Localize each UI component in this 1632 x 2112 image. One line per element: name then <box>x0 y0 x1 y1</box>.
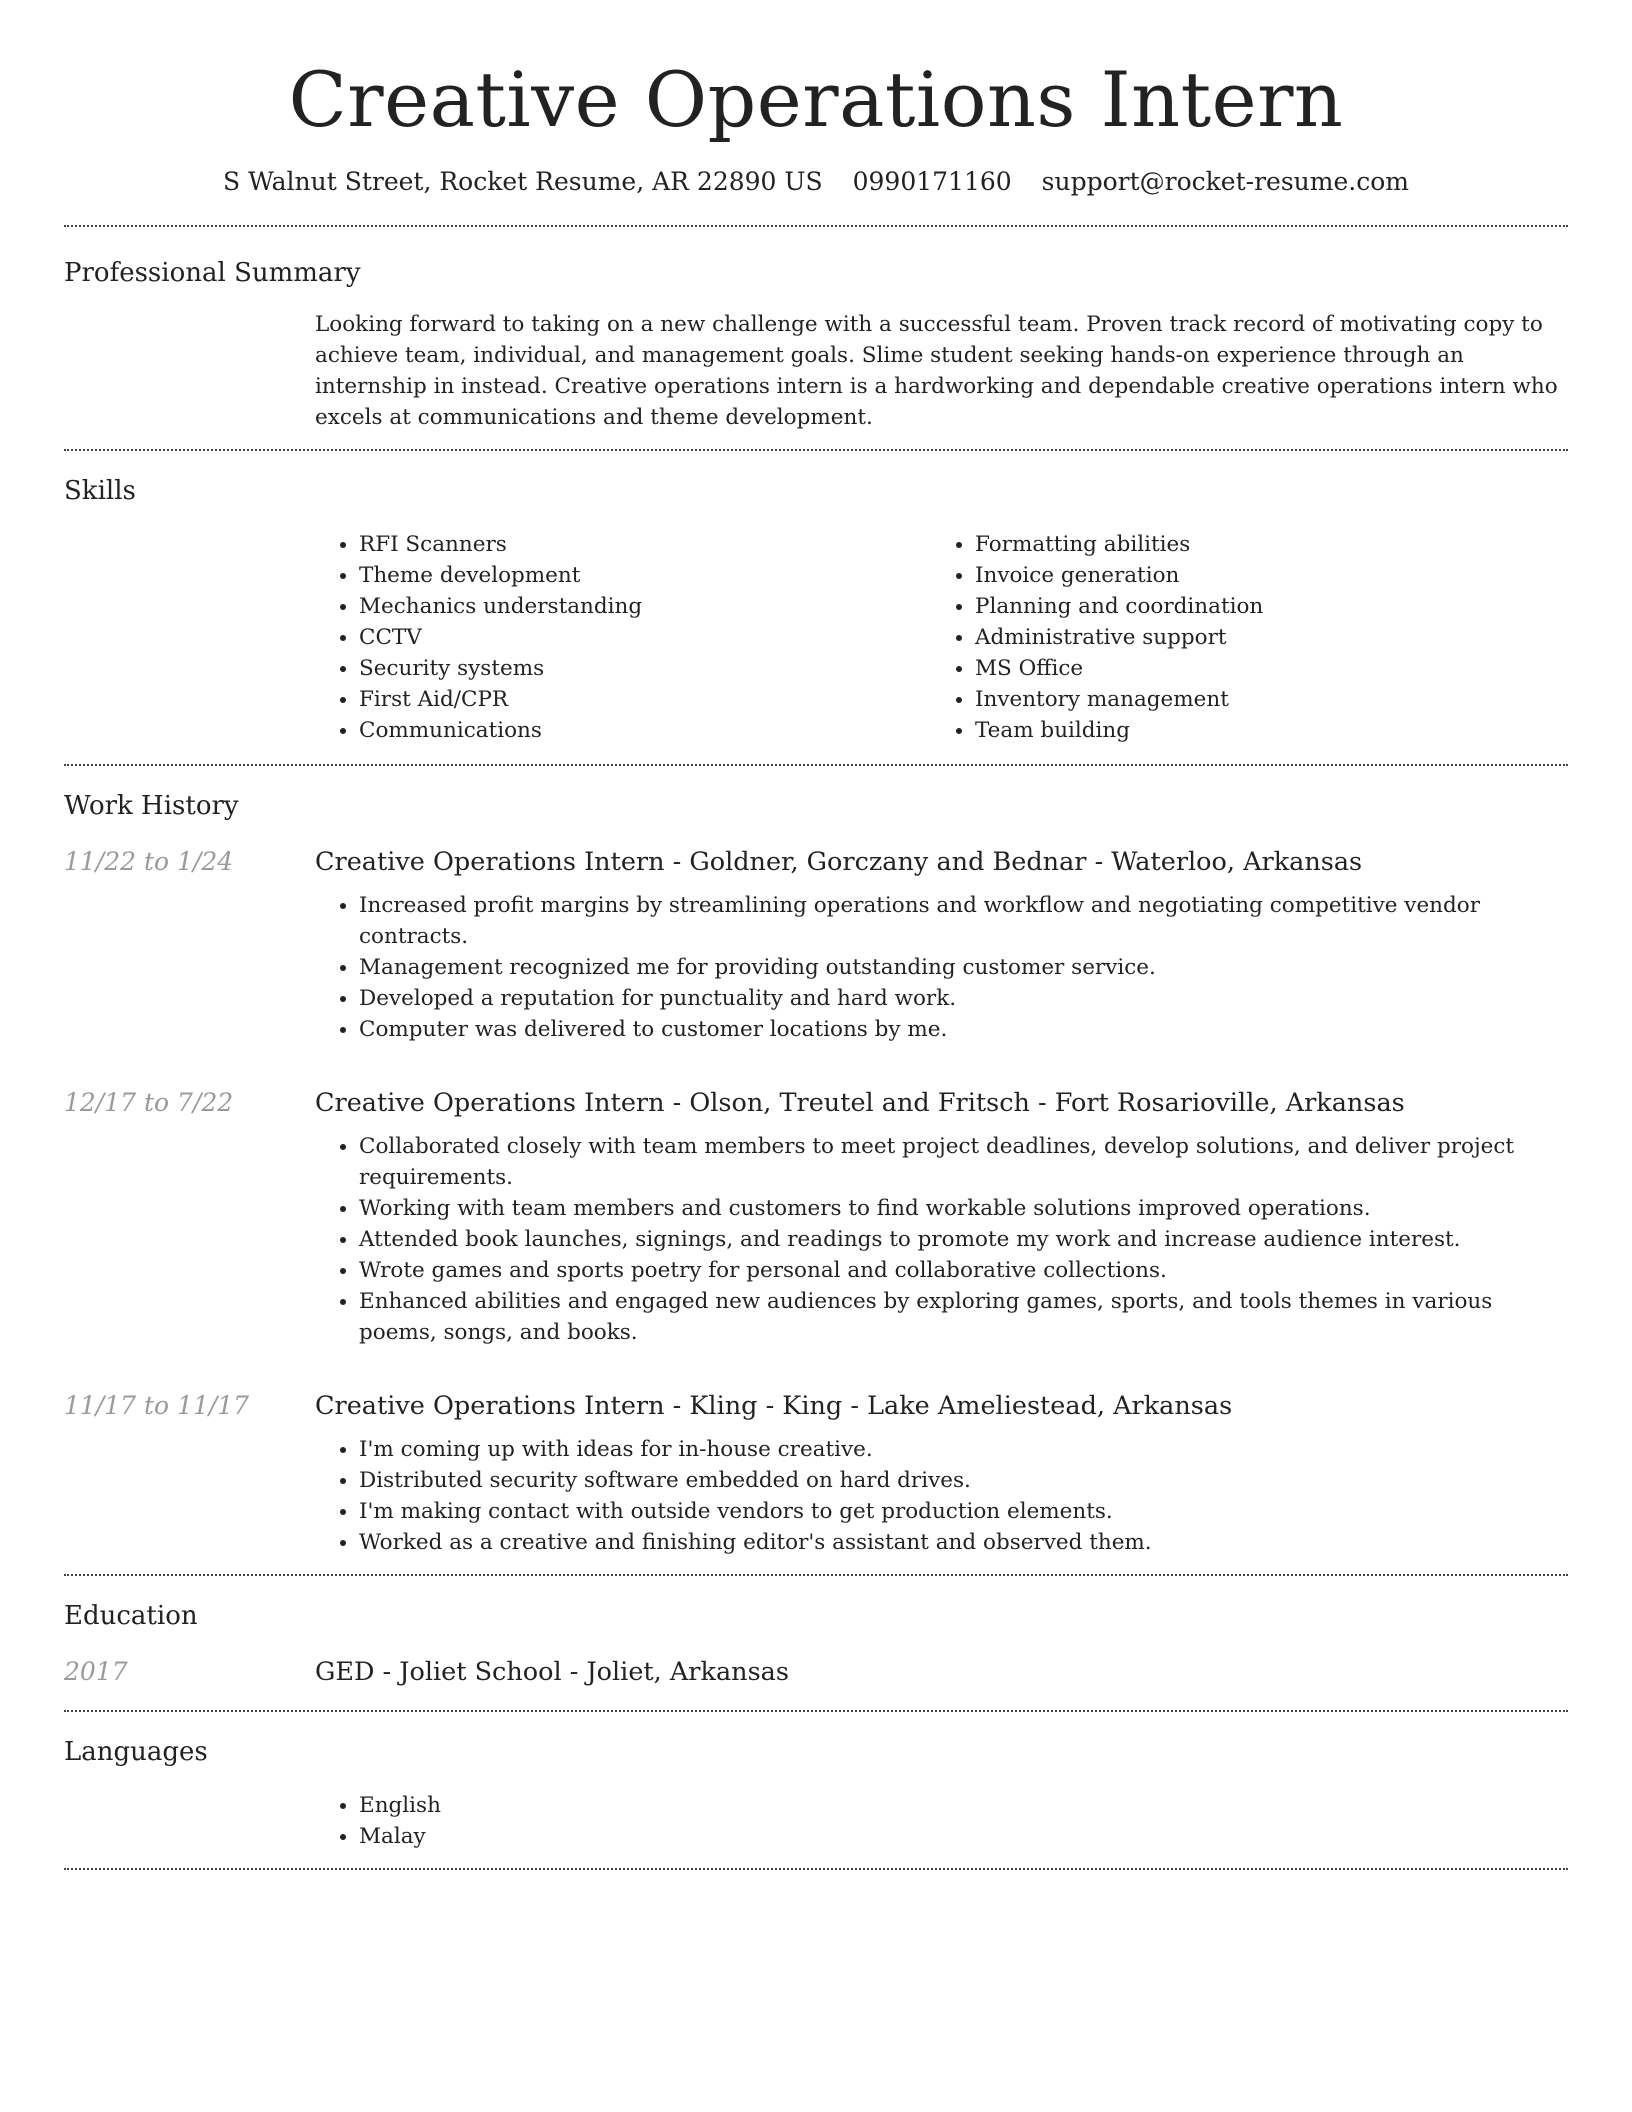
language-item: • English <box>359 1790 1568 1821</box>
job-bullets <box>315 1131 1568 1348</box>
resume-header <box>64 0 1568 199</box>
job-body <box>315 844 1568 1045</box>
education-section <box>64 1576 1568 1710</box>
skill-item: • Administrative support <box>975 622 1547 653</box>
section-divider <box>64 1868 1568 1870</box>
skill-item: • Team building <box>975 715 1547 746</box>
summary-section <box>64 227 1568 449</box>
summary-content <box>315 309 1568 449</box>
job-bullets <box>315 1434 1568 1558</box>
job-body <box>315 1388 1568 1558</box>
work-history-heading: Work History <box>64 791 239 821</box>
job-bullet: • I'm making contact with outside vendors to get production elements. <box>359 1496 1568 1527</box>
languages-heading: Languages <box>64 1737 208 1767</box>
job-bullet: • Working with team members and customers to find workable solutions improved operations. <box>359 1193 1568 1224</box>
skill-item: • MS Office <box>975 653 1547 684</box>
skill-item: • RFI Scanners <box>359 529 931 560</box>
skills-list-left <box>315 529 931 746</box>
skills-heading: Skills <box>64 476 136 506</box>
skills-grid <box>315 529 1568 746</box>
contact-line <box>64 165 1568 199</box>
job-bullet: • Wrote games and sports poetry for personal and collaborative collections. <box>359 1255 1568 1286</box>
job-bullet: • Attended book launches, signings, and readings to promote my work and increase audience interest. <box>359 1224 1568 1255</box>
job-title: Creative Operations Intern - Olson, Treutel and Fritsch - Fort Rosarioville, Arkansas <box>315 1088 1405 1118</box>
skill-item: • Invoice generation <box>975 560 1547 591</box>
job-bullet: • Distributed security software embedded on hard drives. <box>359 1465 1568 1496</box>
job-entry <box>64 1388 1568 1558</box>
contact-address: S Walnut Street, Rocket Resume, AR 22890 US <box>223 167 823 196</box>
candidate-name: Creative Operations Intern <box>288 55 1344 144</box>
skill-item: • CCTV <box>359 622 931 653</box>
job-bullet: • Computer was delivered to customer locations by me. <box>359 1014 1568 1045</box>
job-bullet: • Enhanced abilities and engaged new audiences by exploring games, sports, and tools themes in various poems, songs, and books. <box>359 1286 1568 1348</box>
job-bullet: • I'm coming up with ideas for in-house creative. <box>359 1434 1568 1465</box>
skill-item: • Inventory management <box>975 684 1547 715</box>
job-bullets <box>315 890 1568 1045</box>
job-dates: 11/22 to 1/24 <box>64 847 234 876</box>
skill-item: • Theme development <box>359 560 931 591</box>
job-entry <box>64 1085 1568 1348</box>
skills-section <box>64 451 1568 764</box>
job-entry <box>64 844 1568 1045</box>
skill-item: • Security systems <box>359 653 931 684</box>
skills-column-right <box>931 529 1547 746</box>
skill-item: • Formatting abilities <box>975 529 1547 560</box>
skill-item: • Communications <box>359 715 931 746</box>
skills-column-left <box>315 529 931 746</box>
job-title: Creative Operations Intern - Goldner, Gorczany and Bednar - Waterloo, Arkansas <box>315 847 1363 877</box>
languages-section <box>64 1712 1568 1868</box>
contact-email: support@rocket-resume.com <box>1041 167 1409 196</box>
education-entry <box>64 1654 1568 1710</box>
work-history-section <box>64 766 1568 1574</box>
skill-item: • Mechanics understanding <box>359 591 931 622</box>
skill-item: • Planning and coordination <box>975 591 1547 622</box>
languages-list <box>315 1790 1568 1852</box>
skills-content <box>315 529 1568 764</box>
skill-item: • First Aid/CPR <box>359 684 931 715</box>
job-body <box>315 1085 1568 1348</box>
job-bullet: • Management recognized me for providing outstanding customer service. <box>359 952 1568 983</box>
languages-content <box>315 1790 1568 1868</box>
job-dates: 11/17 to 11/17 <box>64 1391 250 1420</box>
job-bullet: • Increased profit margins by streamlining operations and workflow and negotiating competitive vendor contracts. <box>359 890 1568 952</box>
job-bullet: • Worked as a creative and finishing editor's assistant and observed them. <box>359 1527 1568 1558</box>
job-bullet: • Developed a reputation for punctuality and hard work. <box>359 983 1568 1014</box>
language-item: • Malay <box>359 1821 1568 1852</box>
skills-list-right <box>931 529 1547 746</box>
education-title: GED - Joliet School - Joliet, Arkansas <box>315 1657 789 1687</box>
job-bullet: • Collaborated closely with team members to meet project deadlines, develop solutions, and deliver project requirements. <box>359 1131 1568 1193</box>
summary-text: Looking forward to taking on a new challenge with a successful team. Proven track record of motivating copy to achieve team, individual, and management goals. Slime student seeking hands-on experience through an internship in instead. Creative operations intern is a hardworking and dependable creative operations intern who excels at communications and theme development. <box>315 312 1558 430</box>
job-dates: 12/17 to 7/22 <box>64 1088 234 1117</box>
contact-phone: 0990171160 <box>852 167 1012 196</box>
education-heading: Education <box>64 1601 198 1631</box>
job-title: Creative Operations Intern - Kling - King - Lake Ameliestead, Arkansas <box>315 1391 1233 1421</box>
education-year: 2017 <box>64 1657 128 1686</box>
summary-heading: Professional Summary <box>64 258 361 288</box>
